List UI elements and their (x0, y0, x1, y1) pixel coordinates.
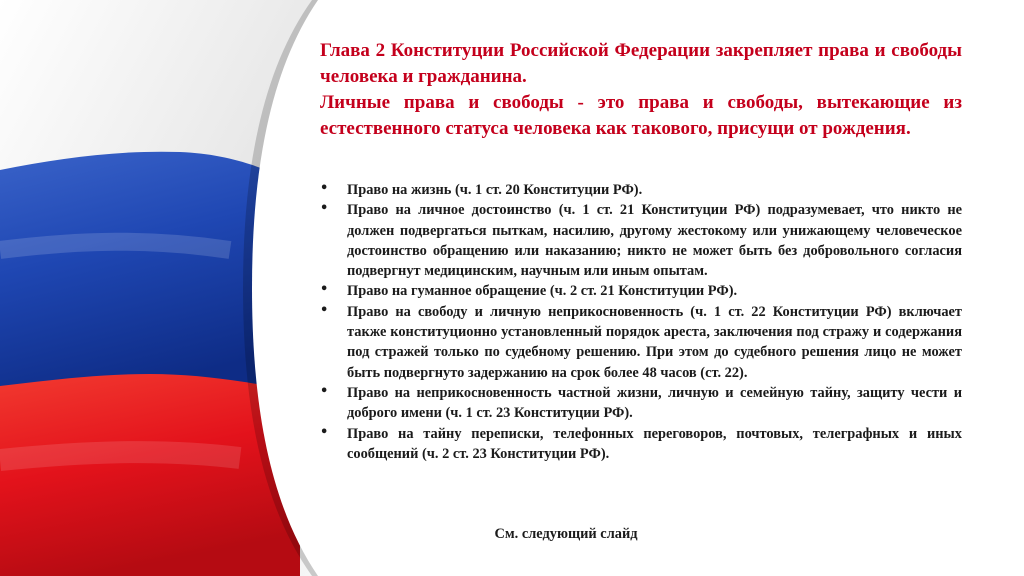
bullet-icon: • (320, 424, 329, 440)
bullet-icon: • (320, 201, 329, 217)
list-item-text: Право на неприкосновенность частной жизни, личную и семейную тайну, защиту чести и доброго имени (ч. 1 ст. 23 Конституции РФ). (347, 384, 962, 422)
heading (320, 38, 962, 142)
list-item-text: Право на свободу и личную неприкосновенность (ч. 1 ст. 22 Конституции РФ) включает также конституционно установленный порядок ареста, заключения под стражу и содержания под стражей только по судебному решению. При этом до судебного решения лицо не может быть подвергнуто задержанию на срок более 48 часов (ст. 22). (347, 303, 962, 381)
list-item (320, 383, 962, 424)
list-item-text: Право на жизнь (ч. 1 ст. 20 Конституции РФ). (347, 182, 643, 198)
list-item-text: Право на гуманное обращение (ч. 2 ст. 21 Конституции РФ). (347, 283, 738, 300)
heading-paragraph-definition: Личные права и свободы - это права и свободы, вытекающие из естественного статуса человека как такового, присущи от рождения. (320, 92, 962, 139)
heading-paragraph-chapter: Глава 2 Конституции Российской Федерации закрепляет права и свободы человека и гражданина. (320, 40, 962, 87)
bullet-icon: • (320, 383, 329, 399)
list-item (320, 281, 962, 301)
rights-list (320, 180, 962, 464)
list-item-text: Право на личное достоинство (ч. 1 ст. 21 Конституции РФ) подразумевает, что никто не должен подвергаться пыткам, насилию, другому жестокому или унижающему человеческое достоинство обращению или наказанию; никто не может быть без добровольного согласия подвергнут медицинским, научным или иным опытам. (347, 202, 962, 280)
list-item (320, 424, 962, 465)
list-item (320, 302, 962, 383)
bullet-icon: • (320, 181, 329, 196)
bullet-icon: • (320, 302, 329, 318)
bullet-icon: • (320, 282, 329, 298)
list-item-text: Право на тайну переписки, телефонных переговоров, почтовых, телеграфных и иных сообщений (ч. 2 ст. 23 Конституции РФ). (347, 425, 962, 462)
list-item (320, 200, 962, 281)
list-item (320, 180, 962, 200)
next-slide-note: См. следующий слайд (494, 526, 638, 542)
